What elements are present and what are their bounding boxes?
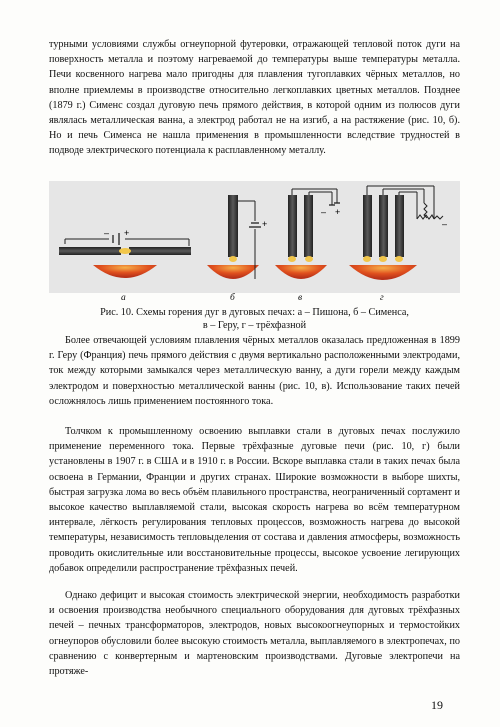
figure-label-c: в [298, 293, 303, 303]
polarity-mark-c-plus: + [335, 207, 341, 217]
polarity-mark-a-minus: – [104, 228, 110, 238]
paragraph-3: Толчком к промышленному освоению выплавки стали в дуговых печах послужило применение переменного тока. Первые трёхфазные дуговые печи (рис. 10, г) были установлены в 1907 г. в США и в 1910 г. в России. Вскоре выплавка стали в таких печах была освоена в Германии, Франции и других странах. Широкие возможности в выборе шихты, быстрая загрузка лома во весь объём плавильного пространства, неограниченный сортамент и высокое качество выплавляемой стали, высокая скорость нагрева во всём температурном интервале, лёгкость регулирования тепловых процессов, возможность нагрева до высокой температуры, независимость тепловыделения от состава и давления атмосферы, возможность проводить окислительные или восстановительные процессы, высокое усвоение легирующих добавок определили распространение трёхфазных печей. [49, 426, 460, 574]
paragraph-4: Однако дефицит и высокая стоимость электрической энергии, необходимость разработки и освоения производства необычного специального оборудования для дуговых трёхфазных печей – печных трансформаторов, электродов, новых высокоогнеупорных и термостойких огнеупоров обусловили более высокую стоимость металла, выплавляемого в электропечах, по сравнению с конвертерным и мартеновским производствами. Дуговые электропечи на протяже- [49, 590, 460, 678]
paragraph-2: Более отвечающей условиям плавления чёрных металлов оказалась предложенная в 1899 г. Геру (Франция) печь прямого действия с двумя вертикально расположенными электродами, ток между которыми замыкался через металлическую ванну, а дуги горели между каждым электродом и поверхностью металлической ванны (рис. 10, в). Использование таких печей осложнялось лишь применением постоянного тока. [49, 335, 460, 407]
paragraph-1: турными условиями службы огнеупорной футеровки, отражающей тепловой поток дуги на поверхность металла и поэтому нагреваемой до температуры выше температуры металла. Печи косвенного нагрева мало пригодны для плавления тугоплавких чёрных металлов, но вполне приемлемы в производстве относительно легкоплавких цветных металлов. Позднее (1879 г.) Сименс создал дуговую печь прямого действия, в которой одним из полюсов дуги являлась металлическая ванна, а электрод работал не на изгиб, а на растяжение (рис. 10, б). Но и печь Сименса не нашла применения в промышленности вследствие трудностей в подводе электрического потенциала к расплавленному металлу. [49, 39, 460, 157]
scheme-b [207, 195, 261, 279]
polarity-mark-d-minus: – [442, 219, 448, 229]
scheme-d [349, 186, 443, 280]
polarity-mark-c-minus: – [321, 207, 327, 217]
figure-caption-line-2: в – Геру, г – трёхфазной [202, 320, 307, 331]
figure-label-d: г [380, 293, 384, 303]
figure-caption [49, 306, 460, 332]
page-number: 19 [431, 698, 443, 712]
furnace-diagram [49, 181, 460, 293]
polarity-mark-a-plus: + [124, 228, 130, 238]
figure-caption-line-1: Рис. 10. Схемы горения дуг в дуговых печах: а – Пишона, б – Сименса, [100, 307, 409, 318]
scheme-a [59, 233, 191, 278]
figure-arc-furnace-schemes [49, 181, 460, 293]
scheme-c [275, 189, 340, 279]
figure-label-b: б [230, 293, 235, 303]
figure-label-a: а [121, 293, 126, 303]
polarity-mark-b-plus: + [262, 219, 268, 229]
